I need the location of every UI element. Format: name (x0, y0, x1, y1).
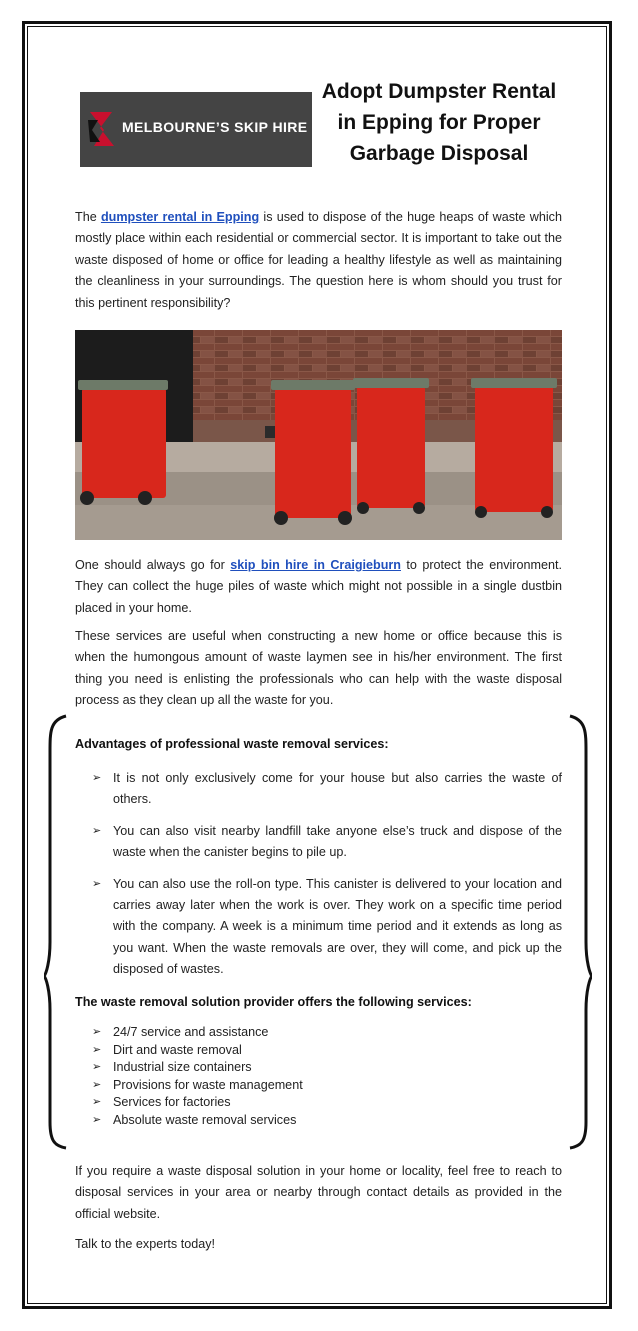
list-item (92, 1024, 562, 1042)
list-item-text: Provisions for waste management (113, 1077, 303, 1092)
page-title: Adopt Dumpster Rental in Epping for Proper Garbage Disposal (321, 80, 557, 165)
wheelie-bins-photo (75, 330, 562, 540)
list-item (92, 768, 562, 811)
list-item-text: Services for factories (113, 1095, 231, 1110)
left-brace-decoration (44, 712, 68, 1152)
list-item-text: You can also visit nearby landfill take anyone else’s truck and dispose of the waste when the canister begins to pile up. (113, 823, 562, 860)
list-item (92, 1112, 562, 1130)
intro-text-after: is used to dispose of the huge heaps of waste which mostly place within each residential or commercial sector. It is important to take out the waste disposed of home or office for leading a healthy lifestyle as well as maintaining the cleanliness in your surroundings. The question here is whom should you trust for this pertinent responsibility? (75, 210, 562, 310)
advantages-list (92, 768, 562, 991)
arrow-bullet-icon: ➢ (92, 824, 102, 837)
logo-mark-icon (86, 108, 118, 150)
arrow-bullet-icon: ➢ (92, 877, 102, 890)
list-item (92, 1077, 562, 1095)
list-item (92, 1042, 562, 1060)
list-item-text: It is not only exclusively come for your house but also carries the waste of others. (113, 771, 562, 807)
skip-bin-paragraph (75, 555, 562, 619)
skip-bin-hire-link[interactable]: skip bin hire in Craigieburn (230, 558, 401, 572)
services-useful-paragraph: These services are useful when constructing a new home or office because this is when the humongous amount of waste laymen see in his/her environment. The first thing you need is enlisting the professionals who can help with the waste disposal process as they clean up all the waste for you. (75, 629, 562, 708)
advantages-heading: Advantages of professional waste removal services: (75, 737, 389, 751)
list-item-text: Dirt and waste removal (113, 1042, 242, 1057)
closing-paragraph: If you require a waste disposal solution in your home or locality, feel free to reach to disposal services in your area or nearby through contact details as provided in the official website. (75, 1164, 562, 1221)
services-heading: The waste removal solution provider offers the following services: (75, 995, 472, 1009)
list-item-text: 24/7 service and assistance (113, 1025, 269, 1039)
list-item (92, 1059, 562, 1077)
arrow-bullet-icon: ➢ (92, 772, 102, 784)
para2-text-before: One should always go for (75, 558, 231, 572)
right-brace-decoration (568, 712, 592, 1152)
company-logo (80, 92, 312, 167)
list-item-text: Industrial size containers (113, 1060, 252, 1075)
para2-text-after: to protect the environment. They can collect the huge piles of waste which might not possible in a single dustbin placed in your home. (75, 558, 563, 615)
arrow-bullet-icon: ➢ (92, 1096, 102, 1109)
services-list (92, 1024, 562, 1130)
signoff-text: Talk to the experts today! (75, 1237, 216, 1251)
list-item (92, 1094, 562, 1112)
arrow-bullet-icon: ➢ (92, 1061, 102, 1074)
arrow-bullet-icon: ➢ (92, 1113, 102, 1126)
list-item-text: You can also use the roll-on type. This canister is delivered to your location and carries away later when the work is over. They work on a specific time period with the company. A week is a minimum time period and it extends as long as you want. When the waste removals are over, they will come, and pick up the disposed of wastes. (113, 876, 562, 977)
logo-text: MELBOURNE’S SKIP HIRE (122, 119, 308, 135)
arrow-bullet-icon: ➢ (92, 1026, 102, 1038)
arrow-bullet-icon: ➢ (92, 1043, 102, 1056)
dumpster-rental-link[interactable]: dumpster rental in Epping (100, 210, 260, 224)
intro-text-before: The (75, 210, 101, 224)
list-item (92, 821, 562, 864)
intro-paragraph (75, 207, 562, 314)
list-item (92, 874, 562, 981)
list-item-text: Absolute waste removal services (113, 1112, 297, 1127)
arrow-bullet-icon: ➢ (92, 1078, 102, 1091)
